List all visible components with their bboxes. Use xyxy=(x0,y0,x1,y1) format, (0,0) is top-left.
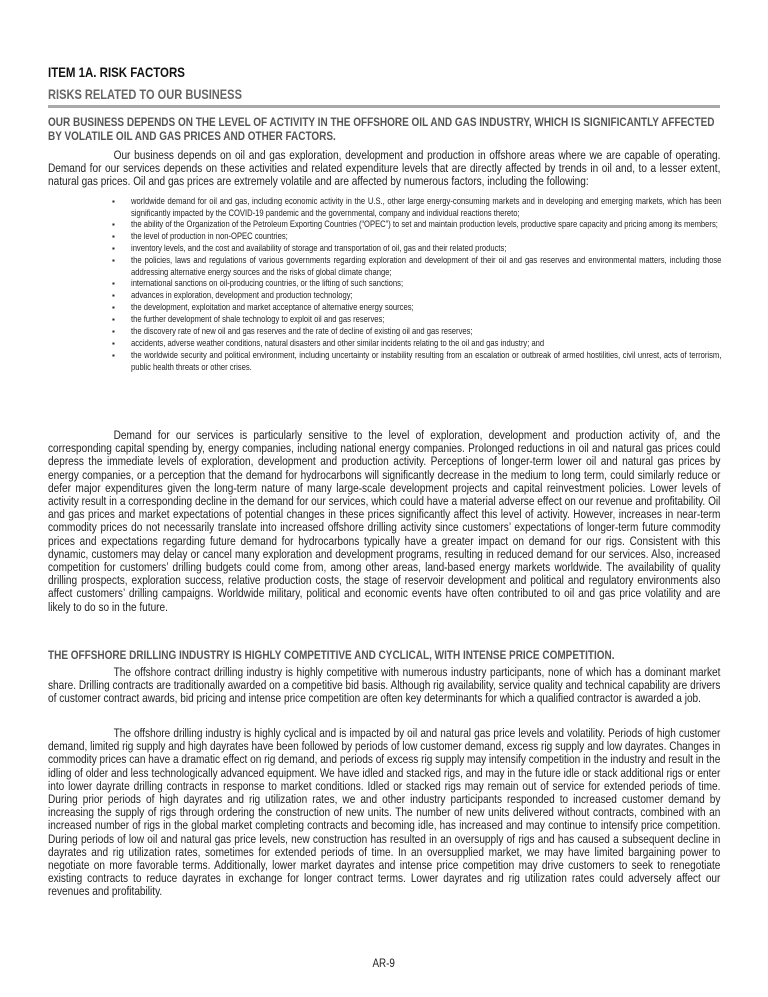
list-item-text: the level of production in non-OPEC countries; xyxy=(131,231,288,241)
bullet-icon: ▪ xyxy=(112,351,115,360)
bullet-icon: ▪ xyxy=(112,315,115,324)
bullet-icon: ▪ xyxy=(112,197,115,206)
list-item xyxy=(112,196,722,219)
list-item xyxy=(112,302,719,314)
bullet-icon: ▪ xyxy=(112,220,115,229)
bullet-icon: ▪ xyxy=(112,291,115,300)
list-item-text: the development, exploitation and market acceptance of alternative energy sources; xyxy=(131,302,414,312)
factor-list xyxy=(112,196,722,373)
list-item xyxy=(112,314,719,326)
section-divider xyxy=(48,105,720,108)
list-item-text: worldwide demand for oil and gas, including economic activity in the U.S., other large energy-consuming markets and in developing and emerging markets, which has been significantly impacted by the COVID-19 pandemic and the governmental, company and individual reactions thereto; xyxy=(131,196,722,218)
list-item-text: inventory levels, and the cost and availability of storage and transportation of oil, gas and their related products; xyxy=(131,243,507,253)
paragraph: Our business depends on oil and gas exploration, development and production in offshore areas where we are capable of operating. Demand for our services depends on these activities and related expenditure levels that are directly affected by trends in oil and, to a lesser extent, natural gas prices. Oil and gas prices are extremely volatile and are affected by numerous factors, including the following: xyxy=(48,148,721,189)
risk-heading-1: OUR BUSINESS DEPENDS ON THE LEVEL OF ACTIVITY IN THE OFFSHORE OIL AND GAS INDUSTRY, WHICH IS SIGNIFICANTLY AFFECTED BY VOLATILE OIL AND GAS PRICES AND OTHER FACTORS. xyxy=(48,115,715,143)
list-item xyxy=(112,338,719,350)
section-title: RISKS RELATED TO OUR BUSINESS xyxy=(48,87,242,102)
list-item-text: accidents, adverse weather conditions, natural disasters and other similar incidents relating to the oil and gas industry; and xyxy=(131,338,545,348)
paragraph: The offshore contract drilling industry is highly competitive with numerous industry participants, none of which has a dominant market share. Drilling contracts are traditionally awarded on a competitive bid basis. Although rig availability, service quality and technical capability are drivers of customer contract awards, bid pricing and intense price competition are often key determinants for which a qualified contractor is awarded a job. xyxy=(48,665,721,706)
list-item-text: the further development of shale technology to exploit oil and gas reserves; xyxy=(131,314,385,324)
bullet-icon: ▪ xyxy=(112,339,115,348)
page-number xyxy=(0,956,768,970)
list-item xyxy=(112,243,719,255)
list-item xyxy=(112,326,719,338)
bullet-icon: ▪ xyxy=(112,279,115,288)
bullet-icon: ▪ xyxy=(112,303,115,312)
item-title: ITEM 1A. RISK FACTORS xyxy=(48,64,185,80)
list-item-text: advances in exploration, development and production technology; xyxy=(131,290,353,300)
bullet-icon: ▪ xyxy=(112,327,115,336)
paragraph: The offshore drilling industry is highly cyclical and is impacted by oil and natural gas price levels and volatility. Periods of high customer demand, limited rig supply and high dayrates have been followed by periods of low customer demand, excess rig supply and low dayrates. Changes in commodity prices can have a dramatic effect on rig demand, and periods of excess rig supply may intensify competition in the industry and result in the idling of older and less technologically advanced equipment. We have idled and stacked rigs, and may in the future idle or stack additional rigs or enter into lower dayrate drilling contracts in response to market conditions. Idled or stacked rigs may remain out of service for extended periods of time. During prior periods of high dayrates and rig utilization rates, we and other industry participants responded to increased customer demand by increasing the supply of rigs through ordering the construction of new units. The number of new units delivered without contracts, combined with an increased number of rigs in the global market completing contracts and becoming idle, has increased and may continue to intensify price competition. During periods of low oil and natural gas price levels, new construction has resulted in an oversupply of rigs and has caused a subsequent decline in dayrates and rig utilization rates, sometimes for extended periods of time. In an oversupplied market, we may have limited bargaining power to negotiate on more favorable terms. Additionally, lower market dayrates and intense price competition may drive customers to seek to renegotiate existing contracts to reduce dayrates in exchange for longer contract terms. Lower dayrates and rig utilization rates could adversely affect our revenues and profitability. xyxy=(48,726,721,899)
bullet-icon: ▪ xyxy=(112,244,115,253)
risk2-para1 xyxy=(48,666,720,706)
list-item xyxy=(112,255,722,278)
list-item-text: the ability of the Organization of the Petroleum Exporting Countries (“OPEC”) to set and maintain production levels, productive spare capacity and pricing among its members; xyxy=(131,219,718,229)
paragraph: Demand for our services is particularly sensitive to the level of exploration, development and production activity of, and the corresponding capital spending by, energy companies, including national energy companies. Prolonged reductions in oil and natural gas prices could depress the immediate levels of exploration, development and production activity. Perceptions of longer-term lower oil and natural gas prices by energy companies, or a perception that the demand for hydrocarbons will significantly decrease in the medium to long term, could similarly reduce or defer major expenditures given the long-term nature of many large-scale development projects and capital reinvestment policies. Lower levels of activity result in a corresponding decline in the demand for our services, which could have a material adverse effect on our revenue and profitability. Oil and gas prices and market expectations of potential changes in these prices significantly affect this level of activity. However, increases in near-term commodity prices do not necessarily translate into increased offshore drilling activity since customers’ expectations of longer-term future commodity prices and expectations regarding future demand for hydrocarbons typically have a greater impact on demand for our rigs. Consistent with this dynamic, customers may delay or cancel many exploration and development programs, resulting in reduced demand for our services. Also, increased competition for customers’ drilling budgets could come from, among other areas, land-based energy markets worldwide. The availability of quality drilling prospects, exploration success, relative production costs, the stage of reservoir development and political and regulatory environments also affect customers’ drilling campaigns. Worldwide military, political and economic events have often contributed to oil and gas price volatility and are likely to do so in the future. xyxy=(48,428,721,614)
risk-heading-2: THE OFFSHORE DRILLING INDUSTRY IS HIGHLY COMPETITIVE AND CYCLICAL, WITH INTENSE PRICE COMPETITION. xyxy=(48,648,615,662)
risk1-intro xyxy=(48,149,720,189)
risk2-para2 xyxy=(48,727,720,899)
list-item xyxy=(112,231,719,243)
risk1-para2 xyxy=(48,429,720,614)
list-item-text: international sanctions on oil-producing countries, or the lifting of such sanctions; xyxy=(131,278,404,288)
list-item xyxy=(112,219,719,231)
list-item-text: the worldwide security and political environment, including uncertainty or instability resulting from an escalation or outbreak of armed hostilities, civil unrest, acts of terrorism, public health threats or other crises. xyxy=(131,350,722,372)
list-item xyxy=(112,350,722,373)
bullet-icon: ▪ xyxy=(112,256,115,265)
list-item xyxy=(112,278,719,290)
bullet-icon: ▪ xyxy=(112,232,115,241)
page-number-text: AR-9 xyxy=(372,956,396,970)
list-item-text: the policies, laws and regulations of various governments regarding exploration and development of their oil and gas reserves and environmental matters, including those addressing alternative energy sources and the risks of global climate change; xyxy=(131,255,722,277)
list-item-text: the discovery rate of new oil and gas reserves and the rate of decline of existing oil and gas reserves; xyxy=(131,326,473,336)
list-item xyxy=(112,290,719,302)
